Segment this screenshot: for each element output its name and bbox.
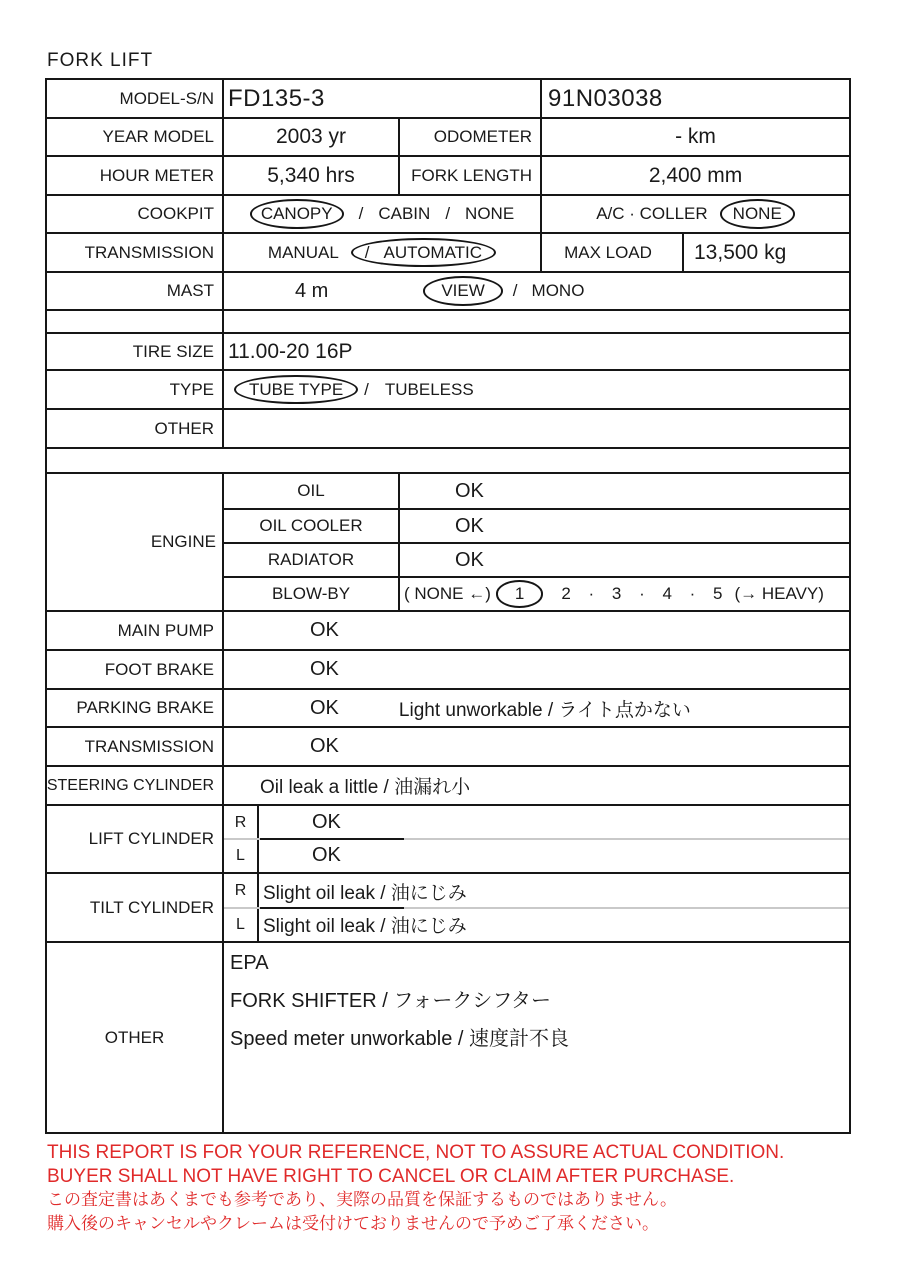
row-mast — [47, 271, 849, 309]
engine-row-oil-cooler — [224, 508, 849, 542]
blow-by-scale-numbers: 2 · 3 · 4 · 5 — [561, 584, 723, 603]
tire-type-option-tubeless: TUBELESS — [384, 379, 474, 399]
steering-cylinder-label: STEERING CYLINDER — [47, 767, 224, 804]
year-model-value: 2003 yr — [224, 119, 400, 155]
cookpit-option-none: NONE — [465, 204, 515, 223]
model-sn-label: MODEL-S/N — [47, 80, 224, 117]
main-pump-value: OK — [310, 619, 339, 641]
tilt-cylinder-divider — [224, 907, 849, 909]
tire-type-selected: TUBE TYPE — [249, 379, 344, 399]
mast-sep: / — [512, 281, 518, 300]
hour-meter-label: HOUR METER — [47, 157, 224, 194]
transmission-label: TRANSMISSION — [47, 234, 224, 271]
transmission-sep: / — [364, 242, 370, 262]
page-title: FORK LIFT — [47, 50, 154, 71]
row-tilt-cylinder — [47, 872, 849, 941]
engine-oil-cooler-label: OIL COOLER — [224, 510, 400, 542]
row-other-notes — [47, 941, 849, 1132]
cookpit-label: COOKPIT — [47, 196, 224, 232]
ac-selected: NONE — [732, 204, 782, 224]
row-spacer-2 — [47, 447, 849, 472]
row-main-pump — [47, 610, 849, 649]
other-spec-value — [224, 410, 849, 447]
main-pump-label: MAIN PUMP — [47, 612, 224, 649]
lift-cylinder-row-l — [224, 839, 849, 872]
mast-selected: VIEW — [441, 281, 485, 301]
mast-option-mono: MONO — [531, 281, 585, 300]
tilt-cylinder-r-label: R — [224, 874, 259, 908]
lift-cylinder-divider — [224, 838, 849, 840]
row-model-sn — [47, 80, 849, 117]
engine-oil-value: OK — [455, 479, 484, 502]
tire-type-label: TYPE — [47, 371, 224, 408]
blow-by-selected-circle — [496, 580, 543, 608]
engine-row-oil — [224, 474, 849, 508]
ac-cooler — [542, 196, 849, 232]
engine-oil-label: OIL — [224, 474, 400, 508]
row-tire-type — [47, 369, 849, 408]
lift-cylinder-label: LIFT CYLINDER — [47, 806, 224, 872]
odometer-label: ODOMETER — [400, 119, 542, 155]
row-cookpit-ac — [47, 194, 849, 232]
cookpit-selected: CANOPY — [260, 204, 333, 224]
row-hour-forklength — [47, 155, 849, 194]
tilt-cylinder-row-l — [224, 908, 849, 941]
spacer-1-right — [224, 311, 849, 332]
blow-by-prefix: ( NONE ←) — [404, 584, 491, 603]
engine-radiator-value: OK — [455, 548, 484, 571]
engine-blow-by-scale — [400, 578, 849, 610]
spec-table — [45, 78, 851, 1134]
transmission-options — [224, 234, 542, 271]
disclaimer-line-jp: この査定書はあくまでも参考であり、実際の品質を保証するものではありません。 — [47, 1190, 678, 1209]
parking-brake-value — [224, 690, 849, 726]
ac-selected-circle — [720, 199, 795, 229]
lift-cylinder-r-label: R — [224, 806, 259, 839]
max-load-value: 13,500 kg — [694, 240, 787, 264]
row-lift-cylinder — [47, 804, 849, 872]
other-notes-label: OTHER — [47, 943, 224, 1132]
tilt-cylinder-subtable — [224, 874, 849, 941]
foot-brake-label: FOOT BRAKE — [47, 651, 224, 688]
lift-cylinder-subtable — [224, 806, 849, 872]
tire-type-selected-circle — [234, 375, 358, 405]
tilt-cylinder-row-r — [224, 874, 849, 908]
engine-subtable — [224, 474, 849, 610]
hour-meter-value: 5,340 hrs — [224, 157, 400, 194]
steering-cylinder-value: Oil leak a little / 油漏れ小 — [260, 777, 471, 798]
row-year-odometer — [47, 117, 849, 155]
row-engine — [47, 472, 849, 610]
tire-type-options — [224, 371, 849, 408]
row-other-spec — [47, 408, 849, 447]
ac-cooler-label: A/C · COLLER — [596, 204, 708, 223]
tilt-cylinder-label: TILT CYLINDER — [47, 874, 224, 941]
fork-length-value: 2,400 mm — [648, 163, 743, 187]
serial-value: 91N03038 — [548, 84, 663, 112]
spacer-2 — [47, 449, 849, 472]
cookpit-options — [224, 196, 542, 232]
engine-row-radiator — [224, 542, 849, 576]
mast-label: MAST — [47, 273, 224, 309]
other-note-line: EPA — [230, 952, 269, 974]
other-note-line: Speed meter unworkable / 速度計不良 — [230, 1028, 570, 1050]
year-model-label: YEAR MODEL — [47, 119, 224, 155]
cookpit-sep-1: / — [358, 204, 364, 223]
tilt-cylinder-r-value: Slight oil leak / 油にじみ — [263, 882, 467, 904]
transmission-selected-circle — [351, 238, 496, 268]
tilt-cylinder-l-value: Slight oil leak / 油にじみ — [263, 916, 467, 937]
tire-size-label: TIRE SIZE — [47, 334, 224, 369]
tilt-cylinder-l-label: L — [224, 908, 259, 941]
cookpit-selected-circle — [250, 199, 344, 229]
other-spec-label: OTHER — [47, 410, 224, 447]
max-load-label: MAX LOAD — [542, 234, 684, 271]
lift-cylinder-r-value: OK — [312, 811, 341, 833]
tire-type-sep: / — [364, 379, 369, 399]
row-parking-brake — [47, 688, 849, 726]
disclaimer — [47, 1141, 784, 1236]
model-value: FD135-3 — [224, 80, 542, 117]
blow-by-suffix: (→ HEAVY) — [734, 584, 824, 603]
engine-blow-by-label: BLOW-BY — [224, 578, 400, 610]
row-tire-size — [47, 332, 849, 369]
foot-brake-value: OK — [310, 658, 339, 680]
row-foot-brake — [47, 649, 849, 688]
disclaimer-line-en: BUYER SHALL NOT HAVE RIGHT TO CANCEL OR CLAIM AFTER PURCHASE. — [47, 1165, 735, 1187]
engine-label: ENGINE — [47, 474, 224, 610]
engine-radiator-label: RADIATOR — [224, 544, 400, 576]
row-spacer-1 — [47, 309, 849, 332]
transmission-option-manual: MANUAL — [267, 242, 339, 262]
row-steering-cylinder — [47, 765, 849, 804]
row-transmission-check — [47, 726, 849, 765]
tire-size-value: 11.00-20 16P — [228, 339, 353, 363]
spacer-1-left — [47, 311, 224, 332]
engine-oil-cooler-value: OK — [455, 514, 484, 537]
other-notes-value — [224, 943, 849, 1132]
cookpit-option-cabin: CABIN — [378, 204, 431, 223]
parking-brake-label: PARKING BRAKE — [47, 690, 224, 726]
odometer-value: - km — [675, 125, 716, 148]
cookpit-sep-2: / — [445, 204, 451, 223]
parking-brake-status: OK — [310, 696, 339, 719]
other-note-line: FORK SHIFTER / フォークシフター — [230, 990, 551, 1012]
mast-values — [224, 273, 849, 309]
engine-row-blow-by — [224, 576, 849, 610]
blow-by-selected: 1 — [514, 584, 525, 604]
lift-cylinder-row-r — [224, 806, 849, 839]
parking-brake-note: Light unworkable / ライト点かない — [398, 699, 691, 721]
disclaimer-line-jp: 購入後のキャンセルやクレームは受付けておりませんので予めご了承ください。 — [47, 1214, 659, 1233]
transmission-check-value: OK — [310, 735, 339, 757]
transmission-selected: AUTOMATIC — [383, 242, 483, 262]
disclaimer-line-en: THIS REPORT IS FOR YOUR REFERENCE, NOT TO ASSURE ACTUAL CONDITION. — [47, 1142, 785, 1163]
mast-selected-circle — [423, 276, 502, 306]
fork-length-label: FORK LENGTH — [400, 157, 542, 194]
row-transmission-maxload — [47, 232, 849, 271]
mast-height: 4 m — [295, 279, 329, 302]
transmission-check-label: TRANSMISSION — [47, 728, 224, 765]
lift-cylinder-l-label: L — [224, 839, 259, 872]
lift-cylinder-l-value: OK — [312, 844, 341, 866]
